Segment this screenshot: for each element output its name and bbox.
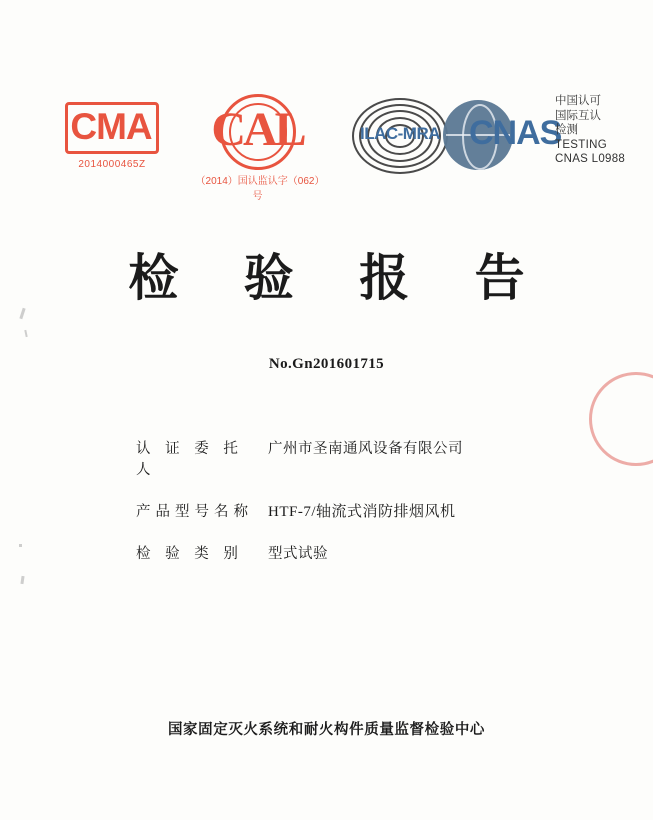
field-label: 产品型号名称	[136, 504, 253, 520]
field-row	[136, 437, 576, 479]
cal-logo	[195, 94, 320, 202]
field-value: HTF-7/轴流式消防排烟风机	[268, 504, 456, 520]
field-value: 广州市圣南通风设备有限公司	[268, 441, 463, 457]
cma-code-label: 2014000465Z	[78, 159, 146, 170]
scan-artifact	[20, 576, 24, 584]
cal-code-label: （2014）国认监认字（062）号	[195, 176, 320, 202]
certification-logo-row	[0, 88, 653, 202]
cal-mark-icon: CAL	[211, 103, 304, 156]
cma-logo	[57, 102, 167, 170]
report-number: No.Gn201601715	[268, 356, 385, 372]
ilac-mark-label: ILAC-MRA	[359, 124, 441, 143]
cnas-line-2: 国际互认	[555, 109, 601, 122]
field-label: 检 验 类 别	[136, 546, 243, 562]
field-row	[136, 542, 576, 563]
issuing-organization: 国家固定灭火系统和耐火构件质量监督检验中心	[167, 721, 486, 738]
cnas-line-1: 中国认可	[555, 95, 601, 107]
cnas-line-4: TESTING	[555, 138, 607, 151]
report-field-list	[136, 437, 576, 584]
cnas-line-3: 检测	[555, 124, 578, 136]
cma-mark-icon: CMA	[65, 102, 158, 154]
field-value: 型式试验	[268, 546, 328, 562]
scan-artifact	[19, 544, 22, 547]
cnas-accreditation-text	[555, 94, 653, 167]
field-row	[136, 500, 576, 521]
ilac-mra-logo	[352, 98, 448, 174]
cnas-logo	[443, 95, 626, 172]
cnas-line-5: CNAS L0988	[555, 153, 626, 165]
cnas-mark-label: CNAS	[469, 114, 562, 152]
field-label: 认 证 委 托 人	[136, 441, 243, 478]
red-stamp-edge-icon	[589, 372, 653, 466]
scan-artifact	[24, 330, 27, 337]
page-title: 检 验 报 告	[128, 248, 549, 307]
